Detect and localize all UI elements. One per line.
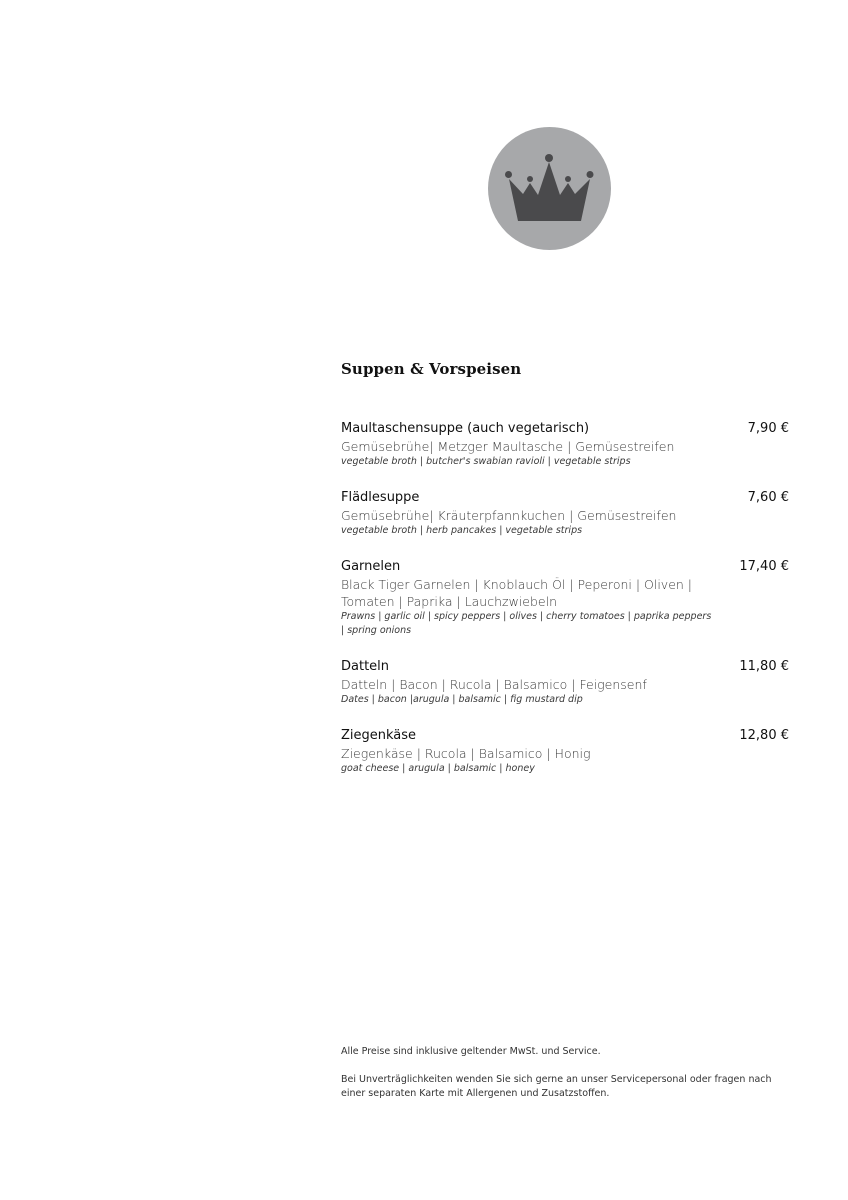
item-description: Ziegenkäse | Rucola | Balsamico | Honig bbox=[341, 746, 591, 761]
item-english: Prawns | garlic oil | spicy peppers | olives | cherry tomatoes | paprika peppers | spring onions bbox=[341, 611, 712, 636]
item-price: 12,80 € bbox=[739, 728, 789, 743]
item-name: Garnelen bbox=[341, 559, 401, 574]
menu-item bbox=[341, 420, 789, 469]
logo bbox=[488, 127, 611, 250]
item-description: Datteln | Bacon | Rucola | Balsamico | Feigensenf bbox=[341, 677, 647, 692]
section-title: Suppen & Vorspeisen bbox=[341, 360, 522, 378]
item-name: Flädlesuppe bbox=[341, 490, 420, 505]
menu-item bbox=[341, 727, 789, 776]
footer-notes bbox=[341, 1045, 791, 1115]
item-price: 17,40 € bbox=[739, 559, 789, 574]
item-price: 7,90 € bbox=[747, 421, 789, 436]
menu-list bbox=[341, 420, 789, 796]
item-name: Maultaschensuppe (auch vegetarisch) bbox=[341, 421, 590, 436]
item-description: Gemüsebrühe| Kräuterpfannkuchen | Gemüsestreifen bbox=[341, 508, 677, 523]
item-english: vegetable broth | herb pancakes | vegetable strips bbox=[341, 525, 583, 536]
item-name: Datteln bbox=[341, 659, 390, 674]
allergy-note: Bei Unverträglichkeiten wenden Sie sich gerne an unser Servicepersonal oder fragen nach einer separaten Karte mit Allergenen und Zusatzstoffen. bbox=[341, 1074, 772, 1099]
item-description: Black Tiger Garnelen | Knoblauch Öl | Peperoni | Oliven | Tomaten | Paprika | Lauchzwiebeln bbox=[341, 577, 693, 609]
item-price: 7,60 € bbox=[747, 490, 789, 505]
menu-item bbox=[341, 558, 789, 638]
crown-icon bbox=[488, 127, 611, 250]
item-price: 11,80 € bbox=[739, 659, 789, 674]
price-note: Alle Preise sind inklusive geltender MwSt. und Service. bbox=[341, 1046, 601, 1057]
item-english: vegetable broth | butcher's swabian ravioli | vegetable strips bbox=[341, 456, 631, 467]
item-name: Ziegenkäse bbox=[341, 728, 417, 743]
item-description: Gemüsebrühe| Metzger Maultasche | Gemüsestreifen bbox=[341, 439, 675, 454]
menu-item bbox=[341, 489, 789, 538]
menu-item bbox=[341, 658, 789, 707]
item-english: goat cheese | arugula | balsamic | honey bbox=[341, 763, 535, 774]
item-english: Dates | bacon |arugula | balsamic | fig mustard dip bbox=[341, 694, 583, 705]
